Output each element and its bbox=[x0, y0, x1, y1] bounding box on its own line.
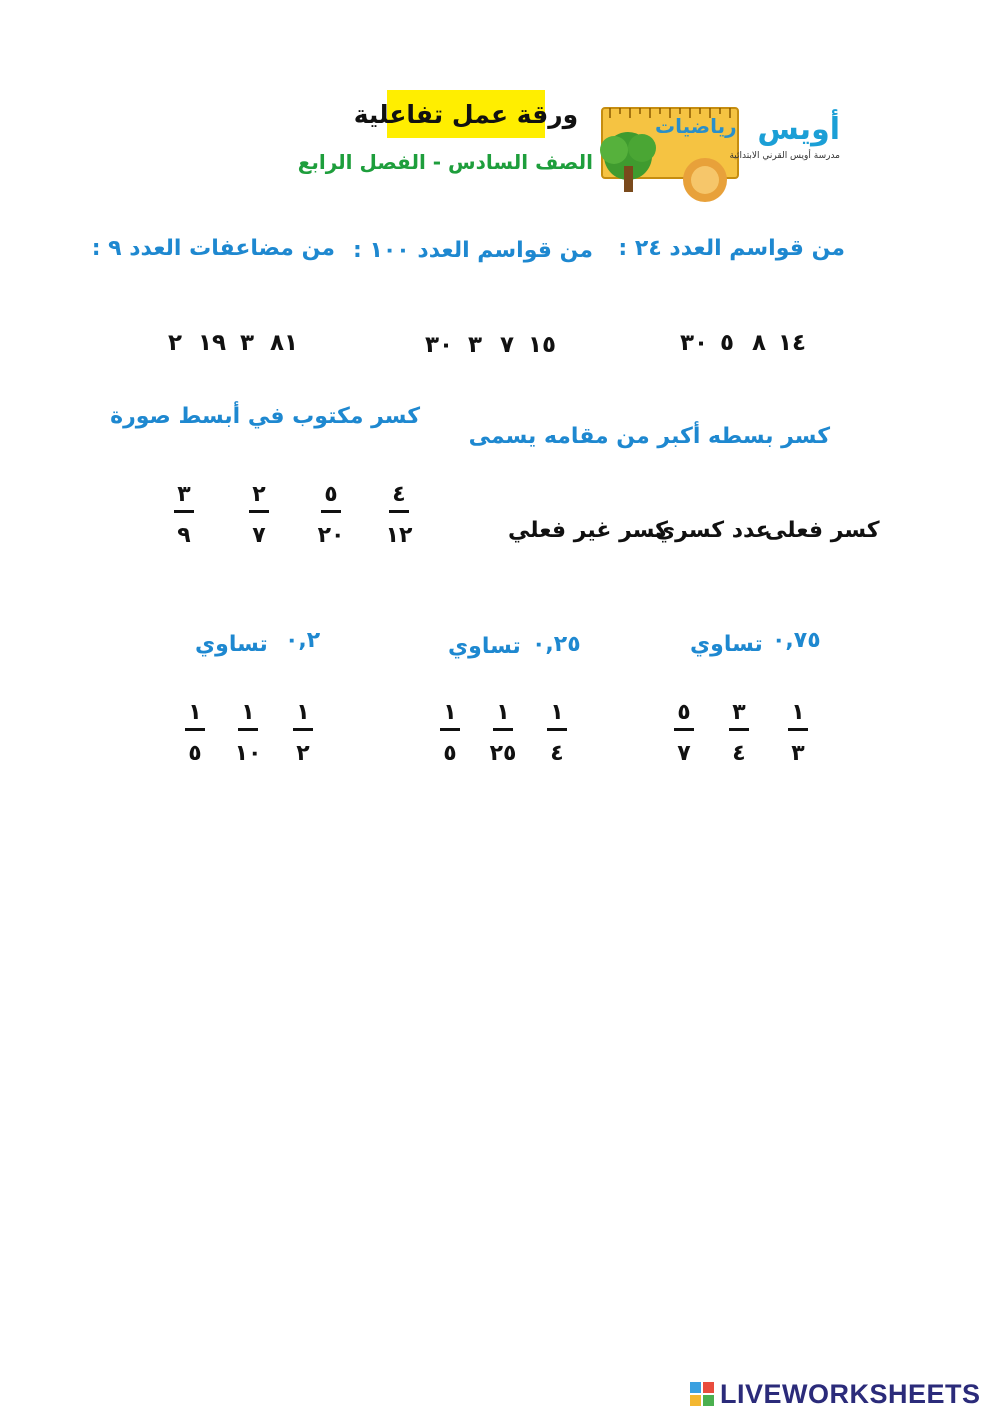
brand-logo bbox=[729, 112, 840, 192]
math-logo bbox=[600, 100, 740, 205]
q8-fraction-option[interactable] bbox=[231, 700, 265, 767]
q3-prompt: من مضاعفات العدد ٩ : bbox=[91, 236, 335, 261]
numerator: ١ bbox=[443, 700, 457, 725]
q8-value: ٠,٢ bbox=[285, 628, 321, 653]
denominator: ٧ bbox=[677, 741, 691, 766]
q1-option[interactable]: ١٤ bbox=[778, 330, 807, 356]
denominator: ٣ bbox=[791, 741, 805, 766]
fraction-bar bbox=[185, 728, 205, 731]
numerator: ١ bbox=[791, 700, 805, 725]
q7-fraction-option[interactable] bbox=[540, 700, 574, 767]
numerator: ١ bbox=[188, 700, 202, 725]
q5-fraction-option[interactable] bbox=[242, 482, 276, 549]
fraction-bar bbox=[321, 510, 341, 513]
logo-text: رياضيات bbox=[655, 114, 737, 138]
q1-prompt: من قواسم العدد ٢٤ : bbox=[618, 236, 845, 261]
q1-option[interactable]: ٣٠ bbox=[680, 330, 709, 356]
q7-fraction-option[interactable] bbox=[486, 700, 520, 767]
q2-option[interactable]: ٧ bbox=[500, 332, 515, 358]
numerator: ٤ bbox=[392, 482, 406, 507]
fraction-bar bbox=[249, 510, 269, 513]
q6-fraction-option[interactable] bbox=[667, 700, 701, 767]
q8-fraction-option[interactable] bbox=[178, 700, 212, 767]
denominator: ٢٥ bbox=[489, 741, 517, 766]
q6-word: تساوي bbox=[690, 632, 763, 657]
q5-fraction-option[interactable] bbox=[382, 482, 416, 549]
liveworksheets-logo-icon bbox=[690, 1382, 714, 1406]
fraction-bar bbox=[674, 728, 694, 731]
q7-value: ٠,٢٥ bbox=[532, 632, 581, 657]
numerator: ٥ bbox=[324, 482, 338, 507]
denominator: ٢٠ bbox=[317, 523, 345, 548]
fraction-bar bbox=[547, 728, 567, 731]
q7-word: تساوي bbox=[448, 634, 521, 659]
q5-fraction-option[interactable] bbox=[314, 482, 348, 549]
q8-word: تساوي bbox=[195, 632, 268, 657]
denominator: ١٢ bbox=[385, 523, 413, 548]
q4-option[interactable]: كسر فعلى bbox=[765, 518, 880, 543]
q2-option[interactable]: ١٥ bbox=[528, 332, 557, 358]
denominator: ١٠ bbox=[234, 741, 262, 766]
q1-option[interactable]: ٨ bbox=[752, 330, 767, 356]
q3-option[interactable]: ٢ bbox=[168, 330, 183, 356]
q4-option[interactable]: كسر غير فعلي bbox=[508, 518, 668, 543]
q5-prompt: كسر مكتوب في أبسط صورة bbox=[110, 404, 420, 429]
numerator: ٣ bbox=[732, 700, 746, 725]
fraction-bar bbox=[440, 728, 460, 731]
fraction-bar bbox=[493, 728, 513, 731]
liveworksheets-text: LIVEWORKSHEETS bbox=[720, 1378, 981, 1409]
q4-option[interactable]: عدد كسري bbox=[655, 518, 771, 543]
q8-fraction-option[interactable] bbox=[286, 700, 320, 767]
worksheet-subtitle: الصف السادس - الفصل الرابع bbox=[297, 150, 593, 174]
denominator: ٧ bbox=[252, 523, 266, 548]
q7-fraction-option[interactable] bbox=[433, 700, 467, 767]
q3-option[interactable]: ١٩ bbox=[198, 330, 227, 356]
fraction-bar bbox=[238, 728, 258, 731]
numerator: ١ bbox=[241, 700, 255, 725]
numerator: ٥ bbox=[677, 700, 691, 725]
fraction-bar bbox=[389, 510, 409, 513]
liveworksheets-brand bbox=[690, 1376, 990, 1412]
q5-fraction-option[interactable] bbox=[167, 482, 201, 549]
q6-fraction-option[interactable] bbox=[722, 700, 756, 767]
denominator: ٥ bbox=[188, 741, 202, 766]
q6-value: ٠,٧٥ bbox=[772, 628, 821, 653]
worksheet-title: ورقة عمل تفاعلية bbox=[387, 90, 545, 138]
denominator: ٩ bbox=[177, 523, 191, 548]
q1-option[interactable]: ٥ bbox=[720, 330, 735, 356]
fraction-bar bbox=[174, 510, 194, 513]
numerator: ٢ bbox=[252, 482, 266, 507]
q3-option[interactable]: ٨١ bbox=[270, 330, 299, 356]
numerator: ١ bbox=[296, 700, 310, 725]
brand-name: أويس bbox=[757, 112, 840, 147]
fraction-bar bbox=[729, 728, 749, 731]
brand-school: مدرسة أويس القرني الابتدائية bbox=[729, 151, 840, 161]
numerator: ١ bbox=[496, 700, 510, 725]
q2-option[interactable]: ٣٠ bbox=[425, 332, 454, 358]
fraction-bar bbox=[293, 728, 313, 731]
q3-option[interactable]: ٣ bbox=[240, 330, 255, 356]
denominator: ٥ bbox=[443, 741, 457, 766]
numerator: ١ bbox=[550, 700, 564, 725]
q2-option[interactable]: ٣ bbox=[468, 332, 483, 358]
q6-fraction-option[interactable] bbox=[781, 700, 815, 767]
q2-prompt: من قواسم العدد ١٠٠ : bbox=[352, 238, 593, 263]
fraction-bar bbox=[788, 728, 808, 731]
numerator: ٣ bbox=[177, 482, 191, 507]
q4-prompt: كسر بسطه أكبر من مقامه يسمى bbox=[468, 424, 830, 449]
denominator: ٤ bbox=[732, 741, 746, 766]
denominator: ٢ bbox=[296, 741, 310, 766]
denominator: ٤ bbox=[550, 741, 564, 766]
